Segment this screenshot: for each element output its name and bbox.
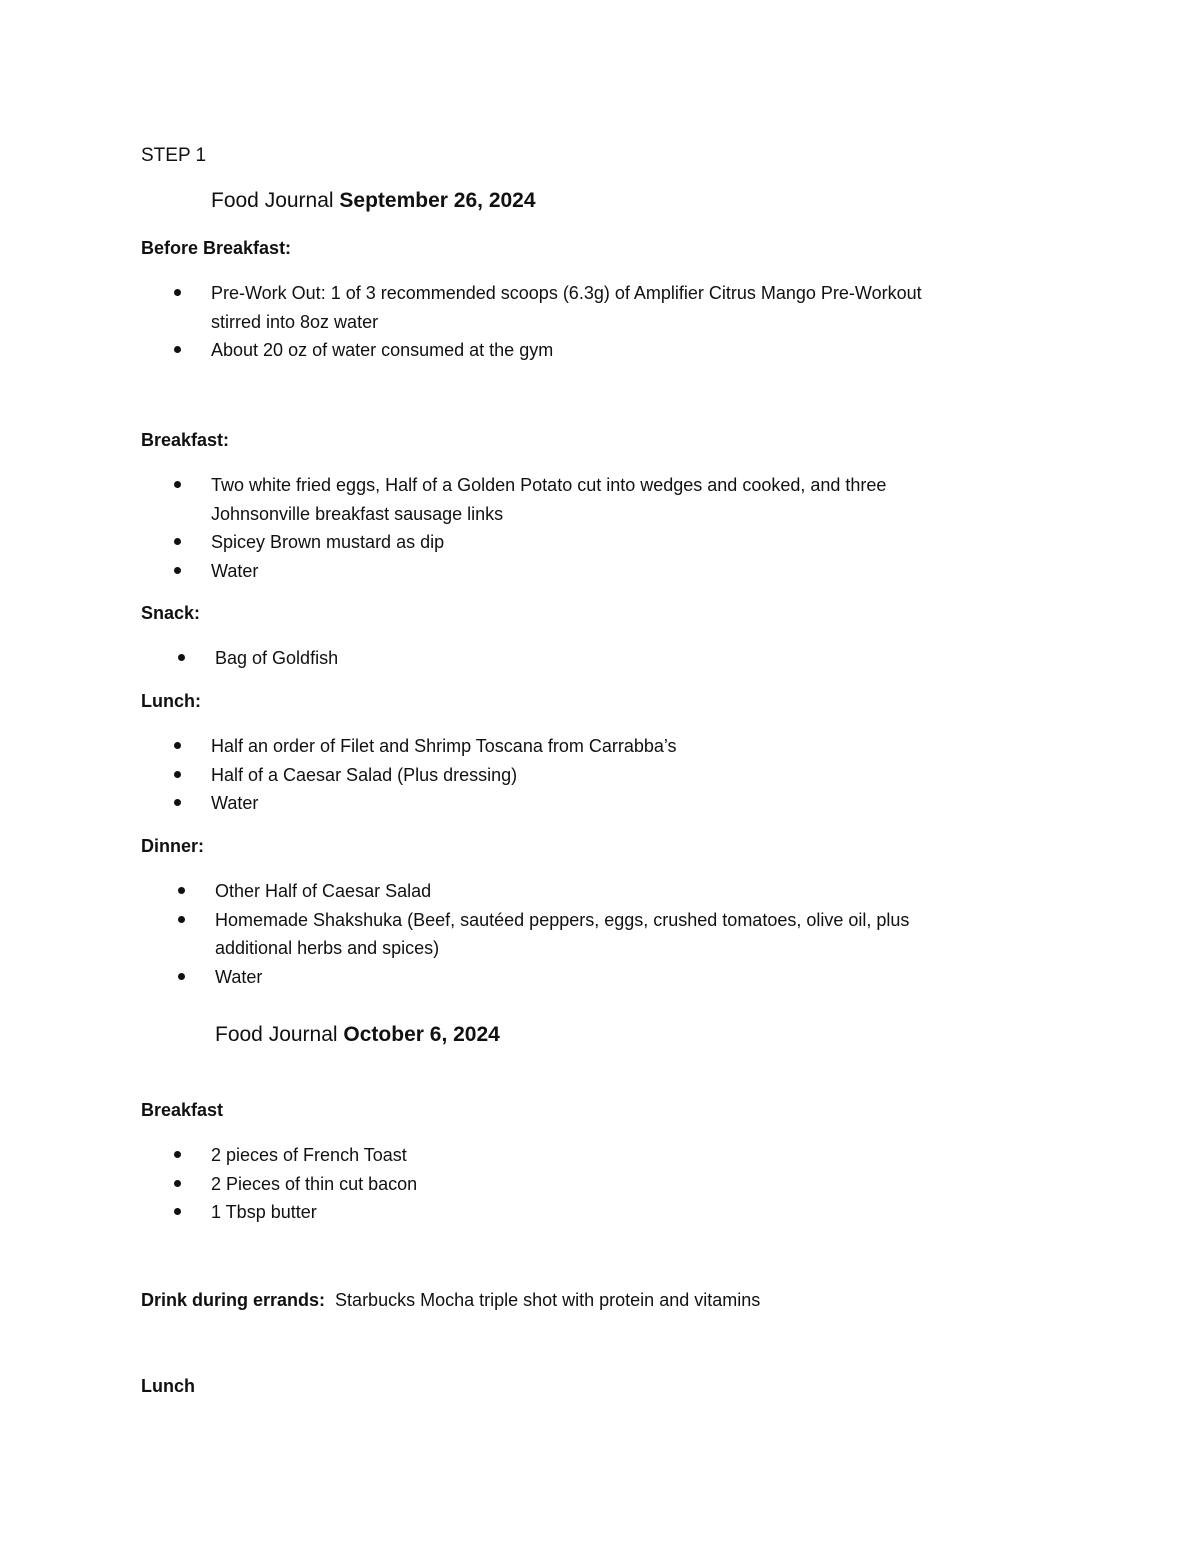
- list-item: Half an order of Filet and Shrimp Toscana from Carrabba’s: [211, 732, 677, 761]
- breakfast-2-list: [211, 1141, 417, 1227]
- list-item: 2 pieces of French Toast: [211, 1141, 417, 1170]
- step-label: STEP 1: [141, 145, 207, 166]
- list-item: 2 Pieces of thin cut bacon: [211, 1170, 417, 1199]
- list-item: Homemade Shakshuka (Beef, sautéed peppers, eggs, crushed tomatoes, olive oil, plus: [215, 906, 909, 935]
- breakfast-heading: Breakfast:: [141, 430, 230, 450]
- list-item: Half of a Caesar Salad (Plus dressing): [211, 761, 677, 790]
- journal-title-1: [211, 189, 536, 213]
- drink-text: Starbucks Mocha triple shot with protein and vitamins: [335, 1290, 761, 1310]
- dinner-heading: Dinner:: [141, 836, 204, 856]
- bullet-icon: [174, 1208, 181, 1215]
- bullet-icon: [174, 1151, 181, 1158]
- bullet-icon: [174, 289, 181, 296]
- list-item: Water: [215, 963, 909, 992]
- list-item: Spicey Brown mustard as dip: [211, 528, 886, 557]
- list-item: About 20 oz of water consumed at the gym: [211, 336, 922, 365]
- bullet-icon: [174, 567, 181, 574]
- list-item-continuation: additional herbs and spices): [215, 938, 440, 958]
- list-item: 1 Tbsp butter: [211, 1198, 417, 1227]
- snack-heading: Snack:: [141, 603, 201, 623]
- list-item-continuation: stirred into 8oz water: [211, 311, 379, 332]
- drink-label: Drink during errands:: [141, 1290, 326, 1310]
- bullet-icon: [174, 346, 181, 353]
- journal-title-prefix: Food Journal: [211, 189, 340, 212]
- lunch-list: [211, 732, 677, 818]
- journal-date: October 6, 2024: [343, 1023, 500, 1046]
- list-item: Other Half of Caesar Salad: [215, 877, 909, 906]
- lunch-2-heading: Lunch: [141, 1376, 195, 1396]
- snack-list: [215, 644, 338, 673]
- drink-line: [141, 1290, 760, 1311]
- list-item: Bag of Goldfish: [215, 644, 338, 673]
- bullet-icon: [178, 887, 185, 894]
- bullet-icon: [178, 916, 185, 923]
- list-item: Two white fried eggs, Half of a Golden Potato cut into wedges and cooked, and three: [211, 471, 886, 500]
- bullet-icon: [178, 973, 185, 980]
- dinner-list: [215, 877, 909, 991]
- bullet-icon: [174, 771, 181, 778]
- lunch-heading: Lunch:: [141, 691, 201, 711]
- journal-title-2: [215, 1023, 500, 1047]
- breakfast-2-heading: Breakfast: [141, 1100, 224, 1120]
- bullet-icon: [174, 1180, 181, 1187]
- list-item-continuation: Johnsonville breakfast sausage links: [211, 503, 504, 524]
- list-item: Pre-Work Out: 1 of 3 recommended scoops (6.3g) of Amplifier Citrus Mango Pre-Workout: [211, 279, 922, 308]
- list-item: Water: [211, 557, 886, 586]
- before-breakfast-heading: Before Breakfast:: [141, 238, 292, 258]
- bullet-icon: [174, 481, 181, 488]
- bullet-icon: [174, 742, 181, 749]
- bullet-icon: [174, 538, 181, 545]
- bullet-icon: [174, 799, 181, 806]
- breakfast-list: [211, 471, 886, 585]
- journal-title-prefix: Food Journal: [215, 1023, 344, 1046]
- before-breakfast-list: [211, 279, 922, 365]
- bullet-icon: [178, 654, 185, 661]
- journal-date: September 26, 2024: [339, 189, 536, 212]
- list-item: Water: [211, 789, 677, 818]
